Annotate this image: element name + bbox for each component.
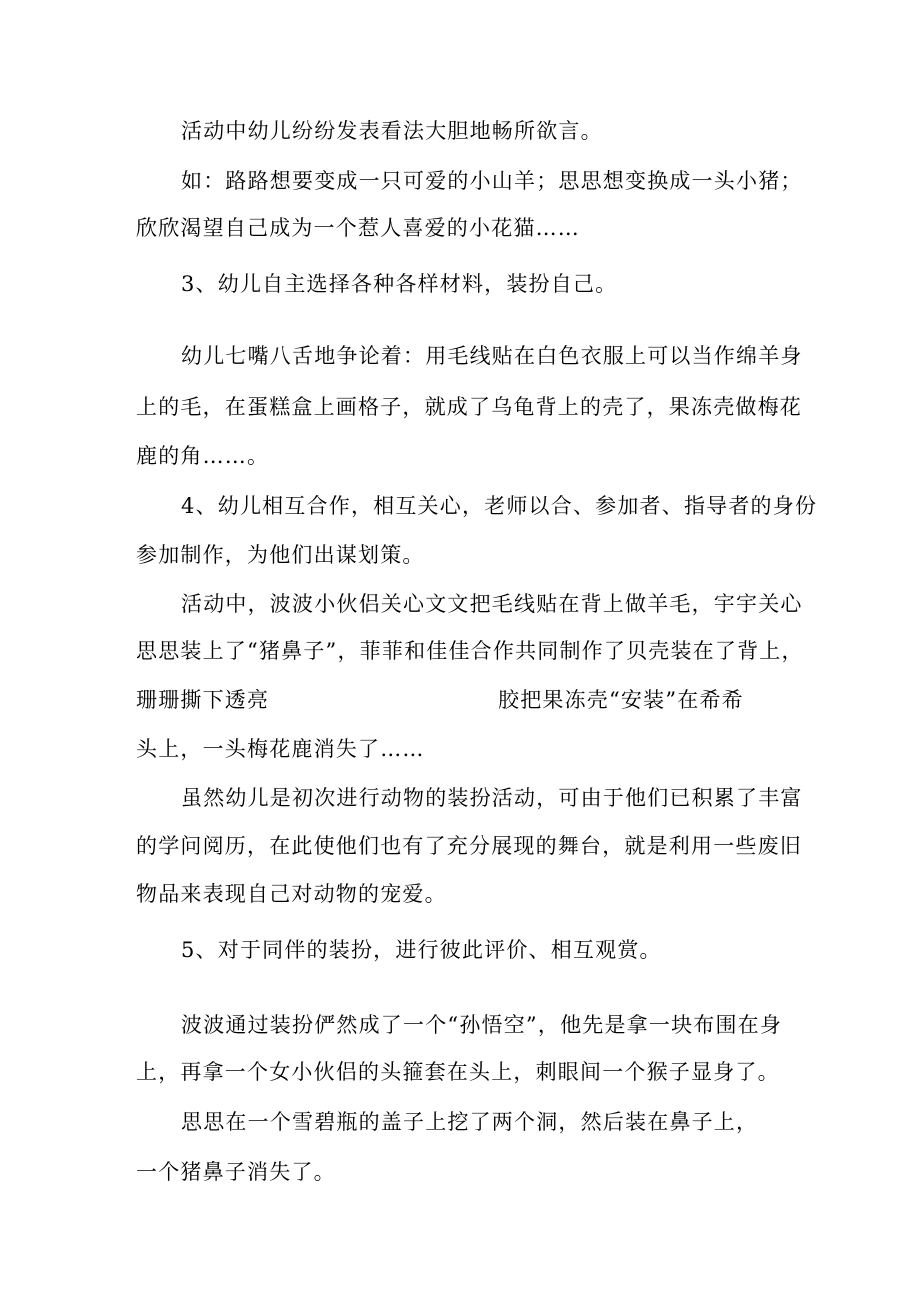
paragraph-line: 的学问阅历，在此使他们也有了充分展现的舞台，就是利用一些废旧 <box>136 834 802 858</box>
paragraph-line: 活动中幼儿纷纷发表看法大胆地畅所欲言。 <box>181 119 603 143</box>
paragraph-line: 鹿的角……。 <box>136 444 270 468</box>
paragraph-line: 4、幼儿相互合作，相互关心，老师以合、参加者、指导者的身份 <box>181 494 818 518</box>
paragraph-line: 思思装上了“猪鼻子”，菲菲和佳佳合作共同制作了贝壳装在了背上， <box>136 639 804 663</box>
paragraph-line: 物品来表现自己对动物的宠爱。 <box>136 882 447 906</box>
paragraph-line: 上，再拿一个女小伙侣的头箍套在头上，刺眼间一个猴子显身了。 <box>136 1060 780 1084</box>
paragraph-line: 3、幼儿自主选择各种各样材料，装扮自己。 <box>181 272 618 296</box>
paragraph-line: 欣欣渴望自己成为一个惹人喜爱的小花猫…… <box>136 216 580 240</box>
paragraph-line: 如：路路想要变成一只可爱的小山羊；思思想变换成一头小猪； <box>181 169 803 193</box>
paragraph-line: 参加制作，为他们出谋划策。 <box>136 543 425 567</box>
paragraph-line: 头上，一头梅花鹿消失了…… <box>136 737 425 761</box>
paragraph-line: 波波通过装扮俨然成了一个“孙悟空”，他先是拿一块布围在身 <box>181 1013 783 1037</box>
paragraph-line: 珊珊撕下透亮 <box>136 688 270 712</box>
paragraph-line: 活动中，波波小伙侣关心文文把毛线贴在背上做羊毛，宇宇关心 <box>181 592 803 616</box>
paragraph-line: 虽然幼儿是初次进行动物的装扮活动，可由于他们已积累了丰富 <box>181 786 803 810</box>
paragraph-line: 幼儿七嘴八舌地争论着：用毛线贴在白色衣服上可以当作绵羊身 <box>181 344 803 368</box>
paragraph-line: 5、对于同伴的装扮，进行彼此评价、相互观赏。 <box>181 938 662 962</box>
paragraph-line: 一个猪鼻子消失了。 <box>136 1160 336 1184</box>
paragraph-line: 思思在一个雪碧瓶的盖子上挖了两个洞，然后装在鼻子上， <box>181 1110 759 1134</box>
paragraph-line: 上的毛，在蛋糕盒上画格子，就成了乌龟背上的壳了，果冻壳做梅花 <box>136 395 802 419</box>
paragraph-line: 胶把果冻壳“安装”在希希 <box>498 688 744 712</box>
